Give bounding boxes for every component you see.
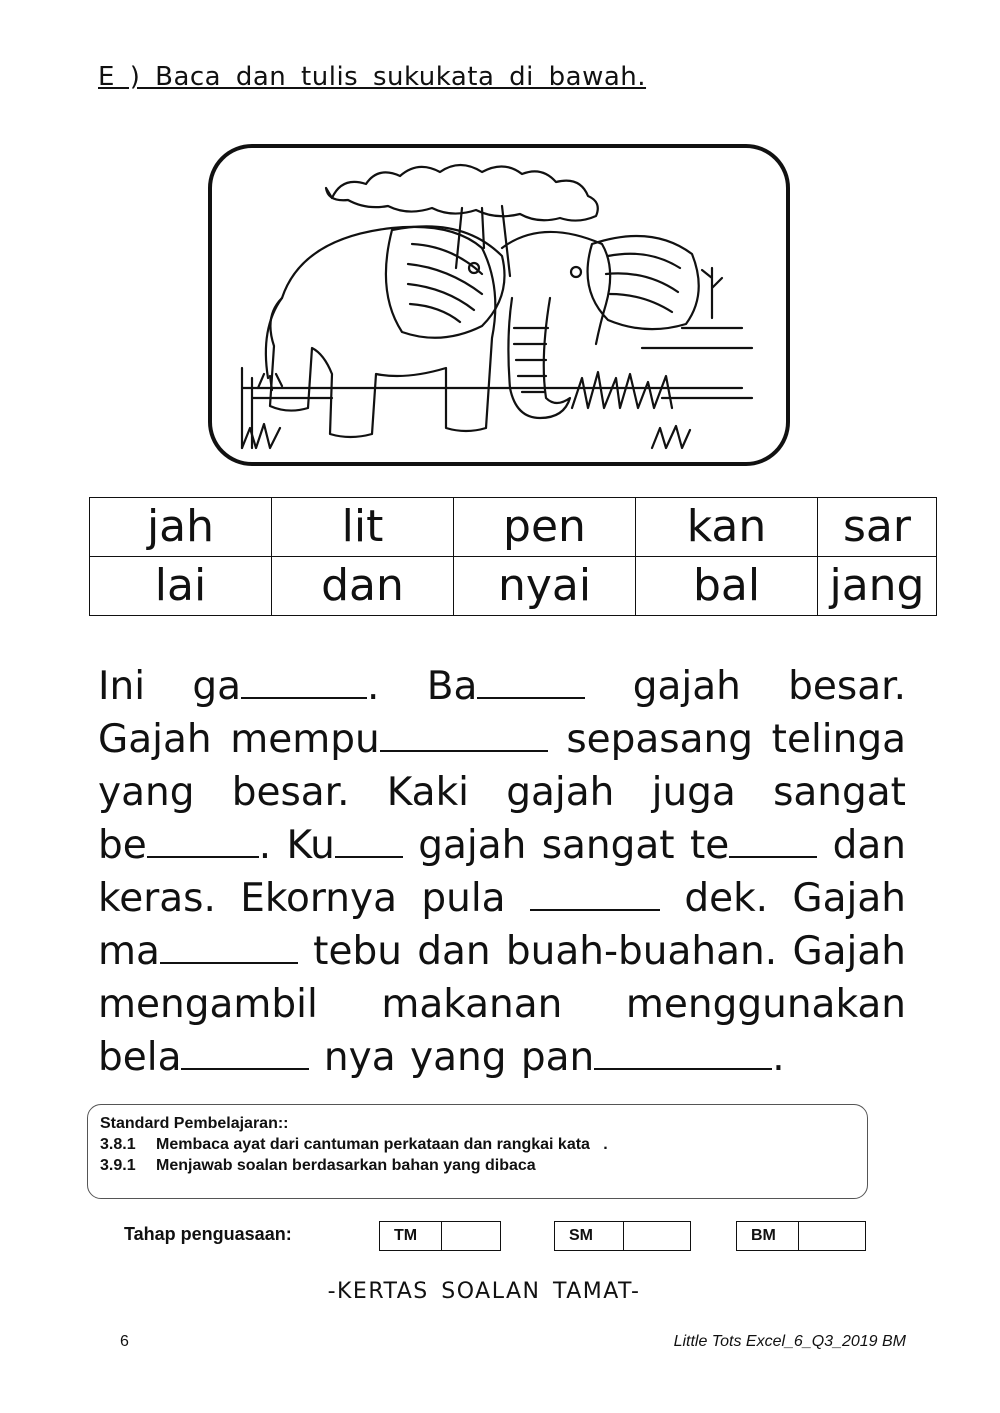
word-text: ga <box>192 664 242 709</box>
word-text: te <box>689 823 730 868</box>
passage-word <box>387 770 469 815</box>
word-text: besar. <box>231 770 350 815</box>
passage-word <box>792 876 906 921</box>
answer-blank[interactable] <box>594 1036 772 1070</box>
syllable-table <box>89 497 937 616</box>
word-text: dan <box>832 823 906 868</box>
page-number: 6 <box>120 1333 129 1350</box>
syllable-cell: jah <box>90 498 272 557</box>
passage-word <box>684 876 768 921</box>
word-with-blank <box>427 664 586 709</box>
word-with-blank <box>287 823 403 868</box>
word-text: yang <box>98 770 195 815</box>
word-with-blank <box>690 823 817 868</box>
passage-word <box>98 876 216 921</box>
word-text: juga <box>651 770 736 815</box>
syllable-cell: sar <box>818 498 937 557</box>
syllable-cell: jang <box>818 557 937 616</box>
passage-word <box>232 770 350 815</box>
word-with-blank <box>230 717 547 762</box>
passage-word <box>566 717 753 762</box>
passage-word <box>259 823 271 868</box>
passage-word <box>633 664 741 709</box>
word-text: Ba <box>426 664 478 709</box>
passage-word <box>240 876 397 921</box>
passage-line <box>98 819 906 872</box>
word-text: pan <box>520 1035 595 1080</box>
word-text: makanan <box>381 982 563 1027</box>
passage-line <box>98 978 906 1031</box>
syllable-row <box>90 557 937 616</box>
syllable-cell: dan <box>272 557 454 616</box>
mastery-box-tm[interactable] <box>379 1221 501 1251</box>
passage-word <box>417 929 490 974</box>
word-text: sepasang <box>566 717 754 762</box>
mastery-level-label: TM <box>380 1222 442 1250</box>
syllable-cell: kan <box>636 498 818 557</box>
answer-blank[interactable] <box>241 665 367 699</box>
mastery-level-label: SM <box>555 1222 624 1250</box>
passage-line <box>98 713 906 766</box>
passage-word <box>792 929 906 974</box>
syllable-cell: lit <box>272 498 454 557</box>
word-text: tebu <box>313 929 402 974</box>
word-text: mengambil <box>98 982 318 1027</box>
word-text: pula <box>421 876 506 921</box>
end-of-paper-text: -KERTAS SOALAN TAMAT- <box>327 1279 641 1304</box>
mastery-level-label: BM <box>737 1222 799 1250</box>
word-text: telinga <box>771 717 907 762</box>
word-text: buah-buahan. <box>505 929 778 974</box>
passage-word <box>652 770 736 815</box>
mastery-checkbox[interactable] <box>442 1222 500 1250</box>
mastery-checkbox[interactable] <box>624 1222 690 1250</box>
passage-word <box>418 823 526 868</box>
word-text: . <box>258 823 272 868</box>
syllable-cell: bal <box>636 557 818 616</box>
cloze-passage <box>98 660 906 1084</box>
passage-word <box>324 1035 396 1080</box>
passage-word <box>98 664 145 709</box>
word-with-blank <box>192 664 379 709</box>
passage-word <box>506 770 614 815</box>
passage-word <box>772 1035 784 1080</box>
passage-word <box>98 770 194 815</box>
word-with-blank <box>521 1035 785 1080</box>
answer-blank[interactable] <box>380 718 548 752</box>
passage-word <box>98 717 212 762</box>
standard-title: Standard Pembelajaran:: <box>100 1115 289 1132</box>
passage-line <box>98 872 906 925</box>
answer-blank[interactable] <box>147 824 259 858</box>
syllable-cell: nyai <box>454 557 636 616</box>
passage-word <box>506 929 777 974</box>
answer-blank[interactable] <box>335 824 403 858</box>
word-text: gajah <box>506 770 615 815</box>
passage-line <box>98 1031 906 1084</box>
passage-word <box>381 982 562 1027</box>
standard-text: Membaca ayat dari cantuman perkataan dan rangkai kata . <box>156 1136 608 1153</box>
answer-blank[interactable] <box>729 824 817 858</box>
word-text: Kaki <box>386 770 469 815</box>
word-text: dek. <box>684 876 769 921</box>
document-title: Little Tots Excel_6_Q3_2019 BM <box>673 1333 906 1350</box>
word-text: Ekornya <box>240 876 397 921</box>
syllable-cell: lai <box>90 557 272 616</box>
word-text: menggunakan <box>625 982 906 1027</box>
passage-word <box>626 982 906 1027</box>
mastery-label: Tahap penguasaan: <box>124 1224 292 1244</box>
standard-item <box>100 1155 855 1176</box>
syllable-row <box>90 498 937 557</box>
word-text: sangat <box>541 823 675 868</box>
word-text: bela <box>98 1035 182 1080</box>
word-with-blank <box>530 876 660 921</box>
passage-word <box>313 929 402 974</box>
passage-line <box>98 925 906 978</box>
passage-word <box>788 664 906 709</box>
standard-code: 3.9.1 <box>100 1157 136 1174</box>
word-text: Gajah <box>98 717 212 762</box>
mastery-box-bm[interactable] <box>736 1221 866 1251</box>
passage-word <box>98 982 318 1027</box>
word-with-blank <box>98 823 271 868</box>
elephant-picture-frame <box>208 144 790 466</box>
passage-word <box>542 823 675 868</box>
word-text: gajah <box>418 823 527 868</box>
syllable-cell: pen <box>454 498 636 557</box>
word-text: keras. <box>98 876 216 921</box>
word-text: sangat <box>773 770 906 815</box>
word-text: gajah <box>632 664 741 709</box>
word-text: yang <box>410 1035 507 1080</box>
standard-text: Menjawab soalan berdasarkan bahan yang dibaca <box>156 1157 536 1174</box>
passage-line <box>98 766 906 819</box>
word-text: Gajah <box>792 929 907 974</box>
word-text: . <box>367 664 380 709</box>
word-with-blank <box>98 929 298 974</box>
word-text: dan <box>417 929 491 974</box>
learning-standard-box <box>87 1104 868 1199</box>
answer-blank[interactable] <box>530 877 660 911</box>
word-text: ma <box>98 929 160 974</box>
passage-word <box>410 1035 506 1080</box>
word-with-blank <box>98 1035 309 1080</box>
standard-code: 3.8.1 <box>100 1136 136 1153</box>
exercise-heading: E ) Baca dan tulis sukukata di bawah. <box>98 62 647 92</box>
passage-word <box>367 664 379 709</box>
passage-line <box>98 660 906 713</box>
passage-word <box>772 717 906 762</box>
word-text: Ku <box>286 823 335 868</box>
passage-word <box>833 823 906 868</box>
word-text: . <box>772 1035 785 1080</box>
word-text: Gajah <box>792 876 906 921</box>
mastery-box-sm[interactable] <box>554 1221 691 1251</box>
passage-word <box>421 876 505 921</box>
word-text: besar. <box>788 664 906 709</box>
word-text: mempu <box>230 717 380 762</box>
mastery-checkbox[interactable] <box>799 1222 865 1250</box>
answer-blank[interactable] <box>477 665 585 699</box>
word-text: Ini <box>98 664 146 709</box>
answer-blank[interactable] <box>160 930 298 964</box>
word-text: be <box>98 823 147 868</box>
word-text: nya <box>323 1035 396 1080</box>
answer-blank[interactable] <box>181 1036 309 1070</box>
passage-word <box>773 770 906 815</box>
standard-item <box>100 1134 855 1155</box>
elephant-illustration <box>212 148 790 466</box>
